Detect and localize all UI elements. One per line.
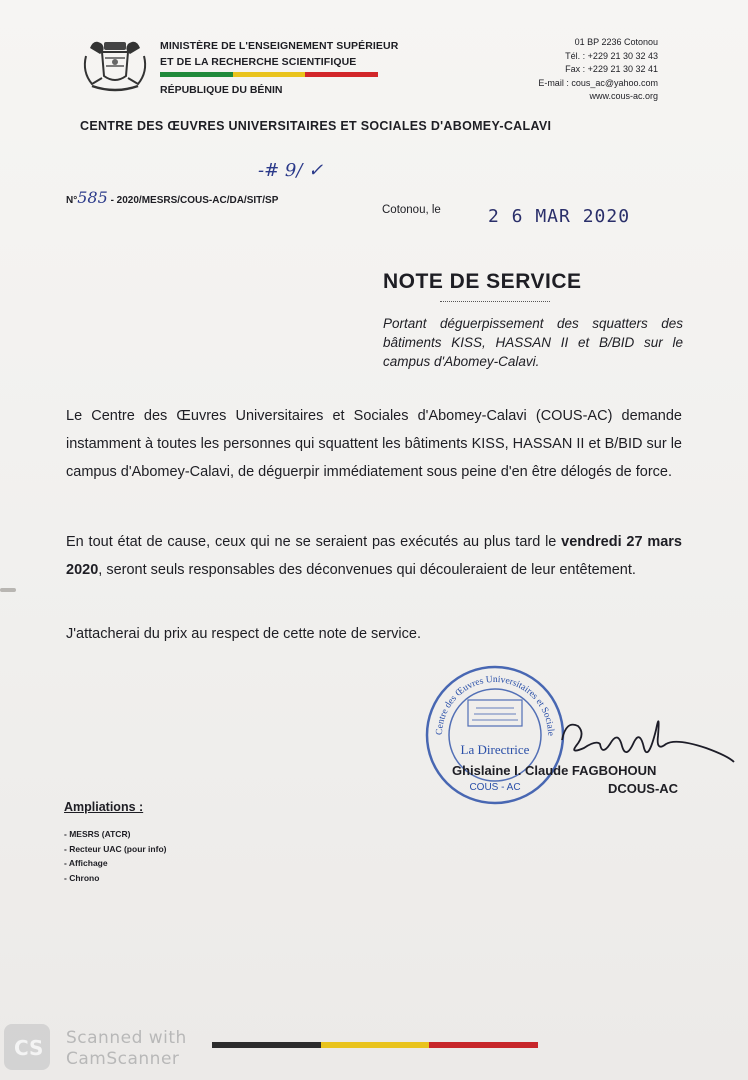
contact-block bbox=[538, 36, 658, 104]
watermark-line-2: CamScanner bbox=[66, 1049, 180, 1069]
official-stamp bbox=[422, 662, 568, 808]
handwritten-mark: -# 9/ ✓ bbox=[258, 160, 324, 181]
reference-number bbox=[66, 188, 278, 207]
reference-prefix: N° bbox=[66, 195, 78, 206]
date-place: Cotonou, le bbox=[382, 204, 441, 216]
centre-title: CENTRE DES ŒUVRES UNIVERSITAIRES ET SOCIALES D'ABOMEY-CALAVI bbox=[80, 119, 552, 133]
watermark-line-1: Scanned with bbox=[66, 1028, 187, 1048]
scan-artifact bbox=[0, 588, 16, 592]
body-paragraph-3: J'attacherai du prix au respect de cette note de service. bbox=[66, 626, 421, 642]
contact-email: E-mail : cous_ac@yahoo.com bbox=[538, 77, 658, 88]
footer-flag-dark bbox=[212, 1042, 321, 1048]
title-divider bbox=[440, 301, 550, 302]
republic-name: RÉPUBLIQUE DU BÉNIN bbox=[160, 84, 283, 96]
body-paragraph-1: Le Centre des Œuvres Universitaires et Sociales d'Abomey-Calavi (COUS-AC) demande instamment à toutes les personnes qui squattent les bâtiments KISS, HASSAN II et B/BID sur le campus d'Abomey-Calavi, de déguerpir immédiatement sous peine d'en être délogés de force. bbox=[66, 408, 682, 480]
reference-handwritten-number: 585 bbox=[77, 188, 108, 207]
camscanner-watermark bbox=[66, 1028, 187, 1070]
footer-flag-yellow bbox=[321, 1042, 430, 1048]
list-item: - MESRS (ATCR) bbox=[64, 829, 131, 839]
flag-red bbox=[305, 72, 378, 77]
list-item: - Chrono bbox=[64, 872, 100, 883]
footer-flag-red bbox=[429, 1042, 538, 1048]
stamp-bottom-label: COUS - AC bbox=[469, 782, 521, 793]
camscanner-logo-letters: CS bbox=[14, 1036, 44, 1060]
note-title: NOTE DE SERVICE bbox=[383, 270, 582, 293]
stamp-inner-label: La Directrice bbox=[460, 742, 530, 757]
ampliations-list bbox=[64, 827, 166, 885]
footer-flag-bar bbox=[212, 1042, 538, 1048]
flag-green bbox=[160, 72, 233, 77]
flag-bar bbox=[160, 72, 378, 77]
ministry-name bbox=[160, 38, 398, 70]
list-item: - Affichage bbox=[64, 858, 108, 868]
reference-code: - 2020/MESRS/COUS-AC/DA/SIT/SP bbox=[110, 195, 279, 206]
coat-of-arms-icon bbox=[80, 36, 150, 96]
contact-fax: Fax : +229 21 30 32 41 bbox=[565, 64, 658, 74]
paragraph-2-start: En tout état de cause, ceux qui ne se seraient pas exécutés au plus tard le bbox=[66, 534, 562, 550]
ampliations-title: Ampliations : bbox=[64, 800, 144, 814]
paragraph-2-end: , seront seuls responsables des déconvenues qui découleraient de leur entêtement. bbox=[98, 562, 636, 578]
signer-name: Ghislaine I. Claude FAGBOHOUN bbox=[452, 763, 657, 778]
contact-po-box: 01 BP 2236 Cotonou bbox=[574, 37, 658, 47]
date-stamp: 2 6 MAR 2020 bbox=[488, 206, 631, 227]
signer-title: DCOUS-AC bbox=[608, 781, 679, 796]
stamp-ring-text: Centre des Œuvres Universitaires et Sociale bbox=[434, 674, 556, 736]
contact-tel: Tél. : +229 21 30 32 43 bbox=[565, 50, 658, 61]
ministry-line-1: MINISTÈRE DE L'ENSEIGNEMENT SUPÉRIEUR bbox=[160, 40, 399, 52]
body-paragraph-2 bbox=[66, 528, 682, 584]
flag-yellow bbox=[233, 72, 306, 77]
contact-web: www.cous-ac.org bbox=[589, 91, 658, 101]
note-subject: Portant déguerpissement des squatters des bâtiments KISS, HASSAN II et B/BID sur le campus d'Abomey-Calavi. bbox=[383, 316, 683, 369]
list-item: - Recteur UAC (pour info) bbox=[64, 843, 167, 854]
deadline-date: vendredi 27 mars 2020 bbox=[66, 534, 682, 578]
ministry-line-2: ET DE LA RECHERCHE SCIENTIFIQUE bbox=[160, 56, 357, 68]
